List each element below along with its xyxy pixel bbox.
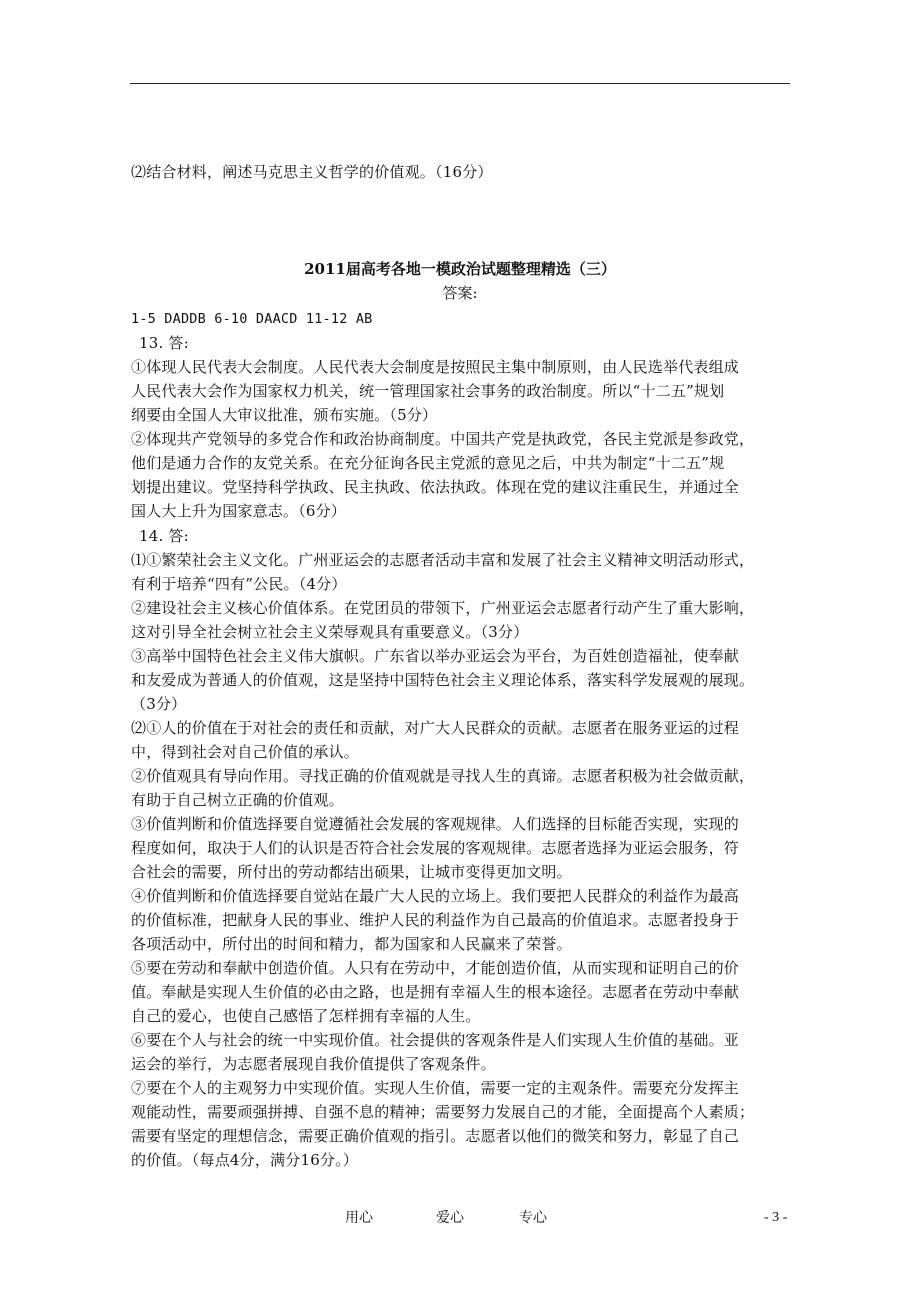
q14-line: 的价值标准，把献身人民的事业、维护人民的利益作为自己最高的价值追求。志愿者投身于 bbox=[131, 911, 740, 929]
q13-line: 划提出建议。党坚持科学执政、民主执政、依法执政。体现在党的建议注重民生，并通过全 bbox=[131, 478, 740, 496]
q14-line: ⑦要在个人的主观努力中实现价值。实现人生价值，需要一定的主观条件。需要充分发挥主 bbox=[131, 1079, 740, 1097]
q13-line: 纲要由全国人大审议批准，颁布实施。（5分） bbox=[131, 406, 438, 424]
q14-line: 程度如何，取决于人们的认识是否符合社会发展的客观规律。志愿者选择为亚运会服务，符 bbox=[131, 839, 740, 857]
header-rule bbox=[130, 83, 790, 84]
q14-line: （3分） bbox=[131, 695, 187, 713]
q14-line: 运会的举行，为志愿者展现自我价值提供了客观条件。 bbox=[131, 1055, 496, 1073]
q14-line: 有助于自己树立正确的价值观。 bbox=[131, 791, 344, 809]
mc-answers: 1-5 DADDB 6-10 DAACD 11-12 AB bbox=[131, 311, 373, 327]
q14-line: ⑤要在劳动和奉献中创造价值。人只有在劳动中，才能创造价值，从而实现和证明自己的价 bbox=[131, 959, 740, 977]
q13-label: 13. 答: bbox=[139, 334, 189, 352]
q13-line: 人民代表大会作为国家权力机关，统一管理国家社会事务的政治制度。所以“十二五”规划 bbox=[131, 382, 725, 400]
q14-line: 和友爱成为普通人的价值观，这是坚持中国特色社会主义理论体系，落实科学发展观的展现。 bbox=[131, 671, 755, 689]
page-number: - 3 - bbox=[764, 1210, 788, 1225]
q14-line: 各项活动中，所付出的时间和精力，都为国家和人民赢来了荣誉。 bbox=[131, 935, 572, 953]
q14-line: ④价值判断和价值选择要自觉站在最广大人民的立场上。我们要把人民群众的利益作为最高 bbox=[131, 887, 740, 905]
q14-line: ②价值观具有导向作用。寻找正确的价值观就是寻找人生的真谛。志愿者积极为社会做贡献， bbox=[131, 767, 755, 785]
q14-label: 14. 答: bbox=[139, 527, 189, 545]
q13-line: ②体现共产党领导的多党合作和政治协商制度。中国共产党是执政党，各民主党派是参政党， bbox=[131, 430, 755, 448]
q14-line: 自己的爱心，也使自己感悟了怎样拥有幸福的人生。 bbox=[131, 1007, 481, 1025]
q14-line: 中，得到社会对自己价值的承认。 bbox=[131, 743, 360, 761]
q13-line: 他们是通力合作的友党关系。在充分征询各民主党派的意见之后，中共为制定“十二五”规 bbox=[131, 454, 725, 472]
q13-line: 国人大上升为国家意志。（6分） bbox=[131, 502, 347, 520]
q14-line: 值。奉献是实现人生价值的必由之路，也是拥有幸福人生的根本途径。志愿者在劳动中奉献 bbox=[131, 983, 740, 1001]
q14-line: 需要有坚定的理想信念，需要正确价值观的指引。志愿者以他们的微笑和努力，彰显了自己 bbox=[131, 1127, 740, 1145]
q14-line: 观能动性，需要顽强拼搏、自强不息的精神；需要努力发展自己的才能，全面提高个人素质； bbox=[131, 1103, 755, 1121]
q14-line: ③价值判断和价值选择要自觉遵循社会发展的客观规律。人们选择的目标能否实现，实现的 bbox=[131, 815, 740, 833]
question-tail: ⑵结合材料，阐述马克思主义哲学的价值观。（16分） bbox=[131, 163, 493, 181]
section-title: 2011届高考各地一模政治试题整理精选（三） bbox=[304, 260, 616, 278]
q14-line: ②建设社会主义核心价值体系。在党团员的带领下，广州亚运会志愿者行动产生了重大影响， bbox=[131, 599, 755, 617]
q14-line: ⑴①繁荣社会主义文化。广州亚运会的志愿者活动丰富和发展了社会主义精神文明活动形式， bbox=[131, 551, 755, 569]
q13-line: ①体现人民代表大会制度。人民代表大会制度是按照民主集中制原则，由人民选举代表组成 bbox=[131, 358, 740, 376]
q14-line: ③高举中国特色社会主义伟大旗帜。广东省以举办亚运会为平台，为百姓创造福祉，使奉献 bbox=[131, 647, 740, 665]
q14-line: 这对引导全社会树立社会主义荣辱观具有重要意义。（3分） bbox=[131, 623, 529, 641]
footer-motto-2: 爱心 bbox=[436, 1210, 464, 1226]
answer-heading: 答案: bbox=[442, 284, 478, 302]
footer-motto-1: 用心 bbox=[345, 1210, 373, 1226]
q14-line: ⑵①人的价值在于对社会的责任和贡献，对广大人民群众的贡献。志愿者在服务亚运的过程 bbox=[131, 719, 740, 737]
footer-motto-3: 专心 bbox=[519, 1210, 547, 1226]
q14-line: 合社会的需要，所付出的劳动都结出硕果，让城市变得更加文明。 bbox=[131, 863, 572, 881]
q14-line: 的价值。（每点4分，满分16分。） bbox=[131, 1151, 359, 1169]
q14-line: 有利于培养“四有”公民。（4分） bbox=[131, 575, 347, 593]
q14-line: ⑥要在个人与社会的统一中实现价值。社会提供的客观条件是人们实现人生价值的基础。亚 bbox=[131, 1031, 740, 1049]
